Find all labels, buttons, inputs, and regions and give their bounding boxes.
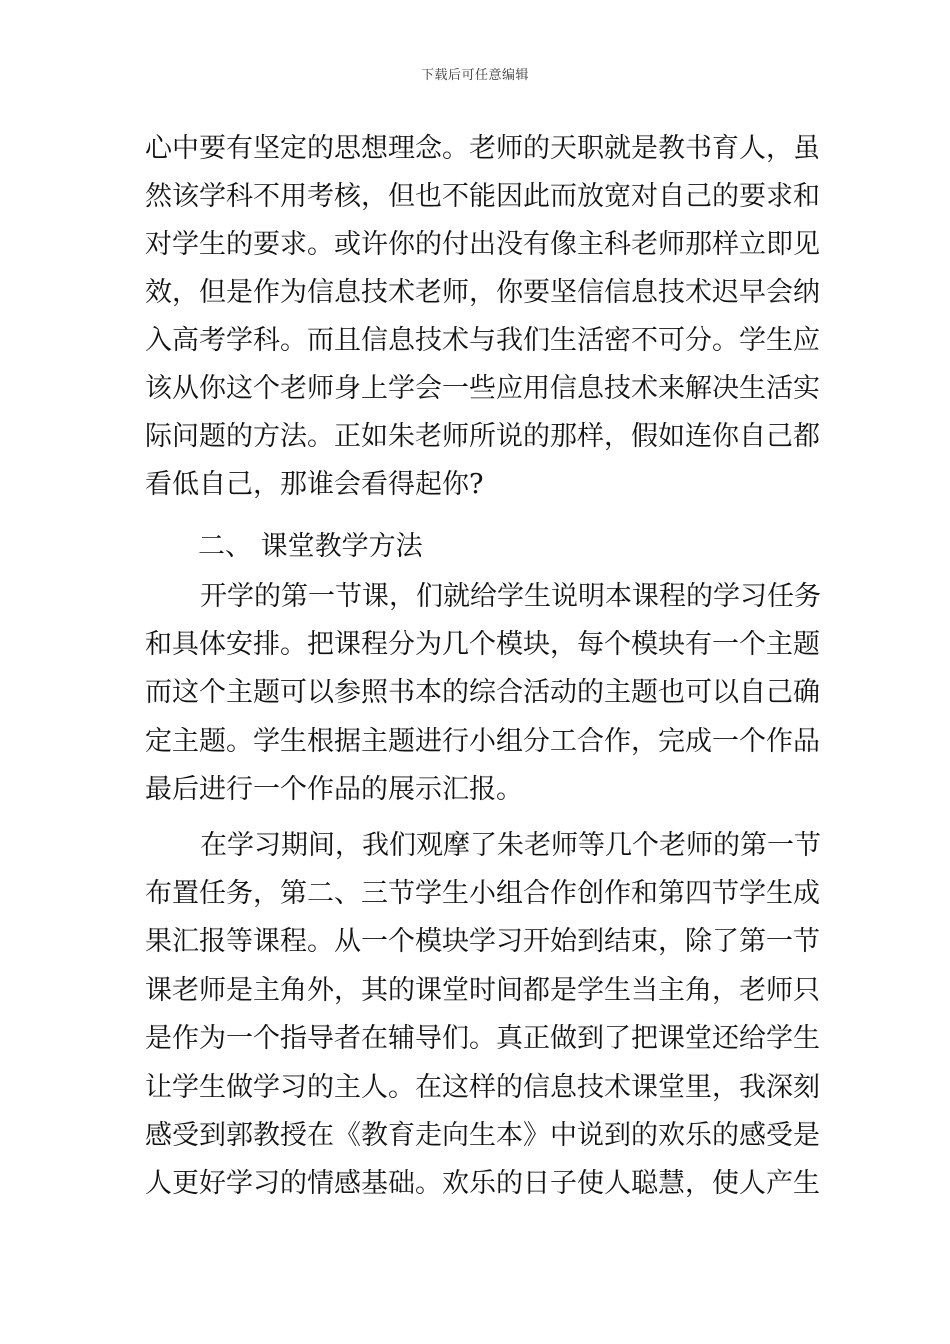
text-line: 让学生做学习的主人。在这样的信息技术课堂里，我深刻 [145,1072,820,1103]
text-line: 定主题。学生根据主题进行小组分工合作，完成一个作品 [145,726,820,757]
text-line: 和具体安排。把课程分为几个模块，每个模块有一个主题 [145,629,820,660]
text-line: 该从你这个老师身上学会一些应用信息技术来解决生活实 [145,373,820,404]
text-line: 最后进行一个作品的展示汇报。 [145,774,523,805]
text-line: 布置任务，第二、三节学生小组合作创作和第四节学生成 [145,878,820,909]
text-line: 效，但是作为信息技术老师，你要坚信信息技术迟早会纳 [145,277,820,308]
text-line: 心中要有坚定的思想理念。老师的天职就是教书育人，虽 [145,133,820,164]
text-line: 人更好学习的情感基础。欢乐的日子使人聪慧，使人产生 [145,1168,820,1199]
text-line: 看低自己，那谁会看得起你? [145,469,484,500]
page-header: 下载后可任意编辑 [420,68,529,83]
text-line: 而这个主题可以参照书本的综合活动的主题也可以自己确 [145,677,820,708]
text-line: 对学生的要求。或许你的付出没有像主科老师那样立即见 [145,229,820,260]
text-line: 是作为一个指导者在辅导们。真正做到了把课堂还给学生 [145,1023,820,1054]
text-line: 感受到郭教授在《教育走向生本》中说到的欢乐的感受是 [145,1120,820,1151]
text-line: 课老师是主角外，其的课堂时间都是学生当主角，老师只 [145,975,820,1006]
text-line: 果汇报等课程。从一个模块学习开始到结束，除了第一节 [145,926,820,957]
paragraph-first-line: 在学习期间，我们观摩了朱老师等几个老师的第一节 [200,830,821,861]
section-heading: 二、 课堂教学方法 [198,531,423,562]
text-line: 然该学科不用考核，但也不能因此而放宽对自己的要求和 [145,181,820,212]
text-line: 入高考学科。而且信息技术与我们生活密不可分。学生应 [145,325,820,356]
text-line: 际问题的方法。正如朱老师所说的那样，假如连你自己都 [145,421,820,452]
paragraph-first-line: 开学的第一节课，们就给学生说明本课程的学习任务 [200,581,821,612]
